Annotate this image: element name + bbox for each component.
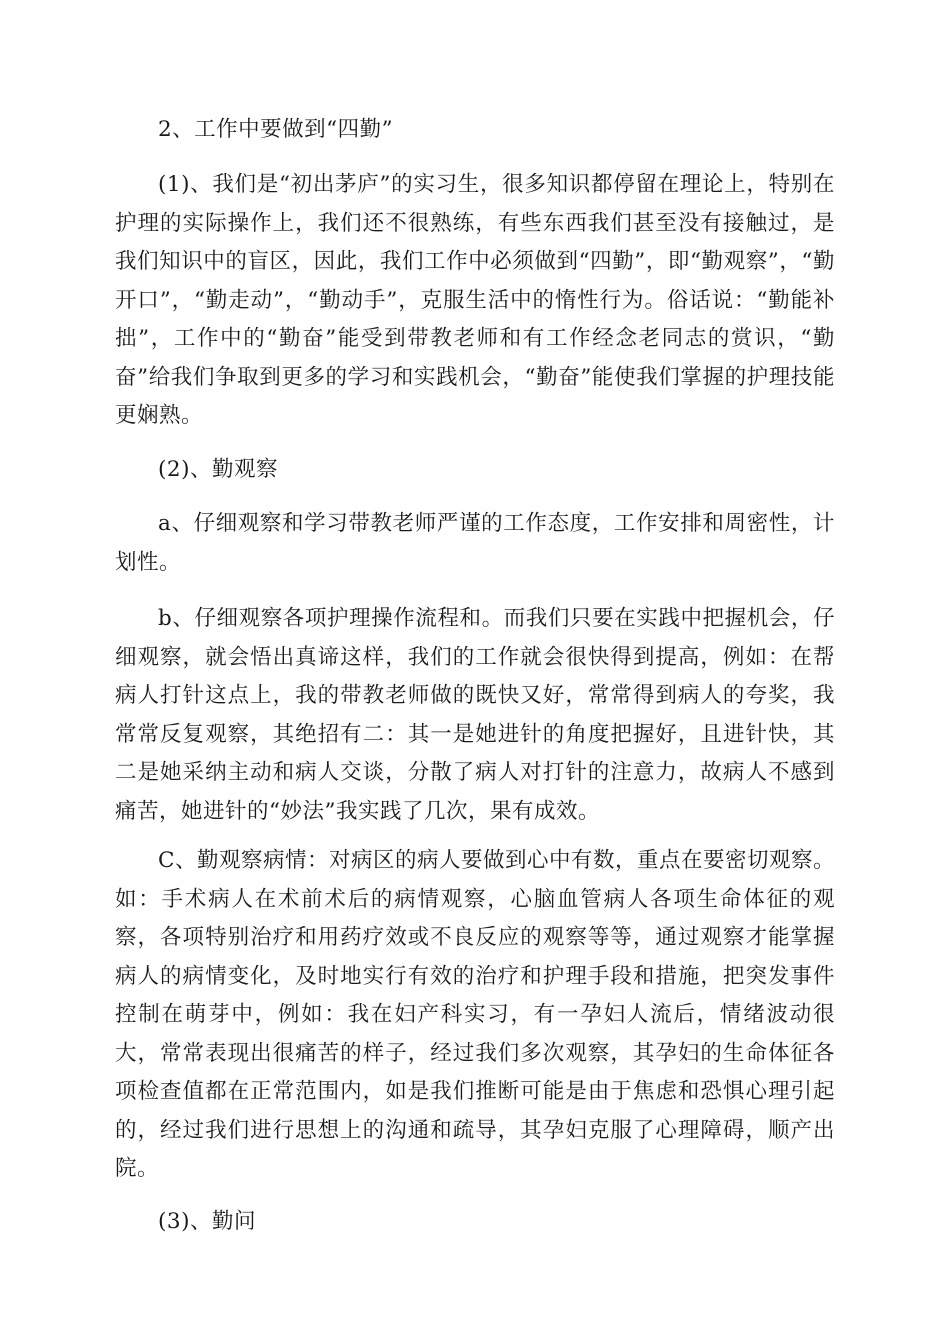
section-heading-four-diligences: 2、工作中要做到“四勤” (158, 117, 394, 142)
paragraph-item-c: C、勤观察病情：对病区的病人要做到心中有数，重点在要密切观察。如：手术病人在术前术后的病情观察，心脑血管病人各项生命体征的观察，各项特别治疗和用药疗效或不良反应的观察等等，通过观察才能掌握病人的病情变化，及时地实行有效的治疗和护理手段和措施，把突发事件控制在萌芽中，例如：我在妇产科实习，有一孕妇人流后，情绪波动很大，常常表现出很痛苦的样子，经过我们多次观察，其孕妇的生命体征各项检查值都在正常范围内，如是我们推断可能是由于焦虑和恐惧心理引起的，经过我们进行思想上的沟通和疏导，其孕妇克服了心理障碍，顺产出院。 (115, 848, 835, 1181)
paragraph-item-a: a、仔细观察和学习带教老师严谨的工作态度，工作安排和周密性，计划性。 (115, 511, 835, 575)
paragraph-intro: (1)、我们是“初出茅庐”的实习生，很多知识都停留在理论上，特别在护理的实际操作上，我们还不很熟练，有些东西我们甚至没有接触过，是我们知识中的盲区，因此，我们工作中必须做到“四勤”，即“勤观察”，“勤开口”，“勤走动”，“勤动手”，克服生活中的惰性行为。俗话说：“勤能补拙”，工作中的“勤奋”能受到带教老师和有工作经念老同志的赏识，“勤奋”给我们争取到更多的学习和实践机会，“勤奋”能使我们掌握的护理技能更娴熟。 (115, 172, 835, 428)
subheading-diligent-observation: (2)、勤观察 (158, 457, 278, 482)
paragraph-item-b: b、仔细观察各项护理操作流程和。而我们只要在实践中把握机会，仔细观察，就会悟出真谛这样，我们的工作就会很快得到提高，例如：在帮病人打针这点上，我的带教老师做的既快又好，常常得到病人的夸奖，我常常反复观察，其绝招有二：其一是她进针的角度把握好，且进针快，其二是她采纳主动和病人交谈，分散了病人对打针的注意力，故病人不感到痛苦，她进针的“妙法”我实践了几次，果有成效。 (115, 606, 835, 824)
subheading-diligent-asking: (3)、勤问 (158, 1209, 256, 1234)
